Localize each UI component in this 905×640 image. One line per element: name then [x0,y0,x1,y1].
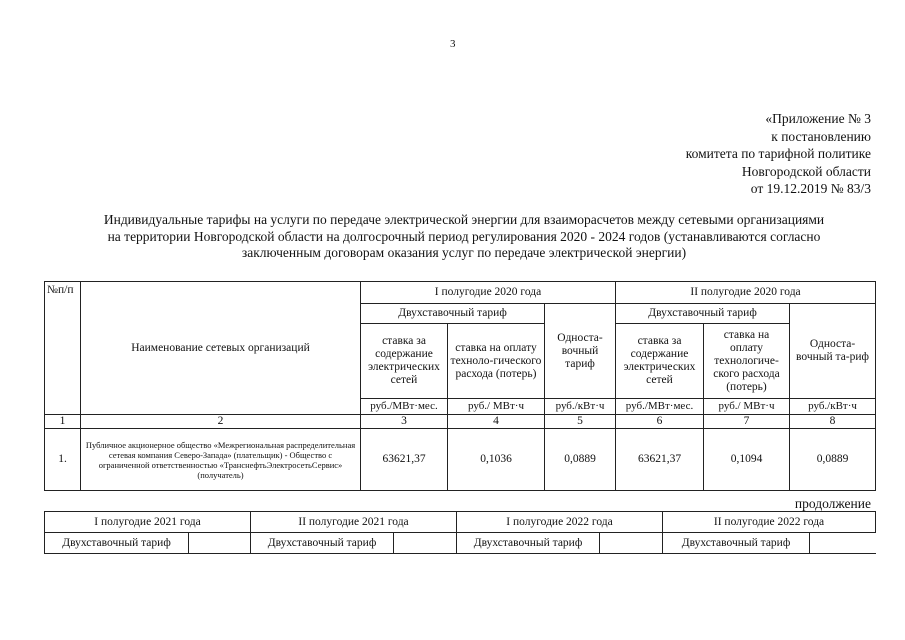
appendix-line: Новгородской области [741,163,871,179]
unit-cell: руб./кВт·ч [545,399,616,415]
header-rate-maint-1: ставка за содержание электрических сетей [361,324,448,399]
appendix-line: от 19.12.2019 № 83/3 [750,181,871,196]
row-value: 0,0889 [545,429,616,491]
header-one-part-2: Односта-вочный та-риф [790,304,876,399]
row-value: 0,1036 [448,429,545,491]
continuation-table [44,511,876,554]
cont-empty-cell [810,533,876,554]
row-value: 0,1094 [704,429,790,491]
cont-two-part: Двухставочный тариф [663,533,810,554]
header-org-name: Наименование сетевых организаций [81,282,361,415]
title-line: на территории Новгородской области на долгосрочный период регулирования 2020 - 2024 годов (устанавливаются согласно [107,228,821,244]
table-row [45,429,876,491]
cont-two-part: Двухставочный тариф [45,533,189,554]
cont-empty-cell [189,533,251,554]
continuation-label: продолжение [794,496,871,511]
col-number: 7 [704,415,790,429]
unit-cell: руб./МВт·мес. [361,399,448,415]
page-number: 3 [450,38,456,50]
cont-half-1-2022: I полугодие 2022 года [457,512,663,533]
title-line: Индивидуальные тарифы на услуги по передаче электрической энергии для взаиморасчетов между сетевыми организациями [103,212,825,227]
unit-cell: руб./кВт·ч [790,399,876,415]
header-rate-loss-2: ставка на оплату технологиче-ского расхода (потерь) [704,324,790,399]
appendix-header [686,110,871,198]
unit-cell: руб./МВт·мес. [616,399,704,415]
cont-half-2-2022: II полугодие 2022 года [663,512,876,533]
appendix-line: к постановлению [771,128,871,144]
col-number: 6 [616,415,704,429]
tariff-table [44,281,876,491]
header-half-1-2020: I полугодие 2020 года [361,282,616,304]
col-number: 1 [45,415,81,429]
row-value: 0,0889 [790,429,876,491]
header-half-2-2020: II полугодие 2020 года [616,282,876,304]
document-title [40,212,888,262]
row-org-name: Публичное акционерное общество «Межрегиональная распределительная сетевая компания Северо-Запада» (плательщик) - Общество с ограниченной ответственностью «ТранснефтьЭлектросетьСервис» (получатель) [81,429,361,491]
cont-half-1-2021: I полугодие 2021 года [45,512,251,533]
header-num: №п/п [45,282,81,415]
row-value: 63621,37 [616,429,704,491]
col-number: 3 [361,415,448,429]
cont-two-part: Двухставочный тариф [251,533,394,554]
row-value: 63621,37 [361,429,448,491]
title-line: заключенным договорам оказания услуг по передаче электрической энергии) [241,245,687,260]
header-one-part-1: Односта-вочный тариф [545,304,616,399]
unit-cell: руб./ МВт·ч [448,399,545,415]
col-number: 4 [448,415,545,429]
col-number: 8 [790,415,876,429]
row-number: 1. [45,429,81,491]
cont-half-2-2021: II полугодие 2021 года [251,512,457,533]
header-rate-loss-1: ставка на оплату техноло-гического расхода (потерь) [448,324,545,399]
header-rate-maint-2: ставка за содержание электрических сетей [616,324,704,399]
appendix-line: «Приложение № 3 [765,111,871,126]
unit-cell: руб./ МВт·ч [704,399,790,415]
col-number: 2 [81,415,361,429]
cont-empty-cell [394,533,457,554]
header-two-part-2: Двухставочный тариф [616,304,790,324]
header-two-part-1: Двухставочный тариф [361,304,545,324]
cont-empty-cell [600,533,663,554]
cont-two-part: Двухставочный тариф [457,533,600,554]
col-number: 5 [545,415,616,429]
appendix-line: комитета по тарифной политике [685,146,871,161]
